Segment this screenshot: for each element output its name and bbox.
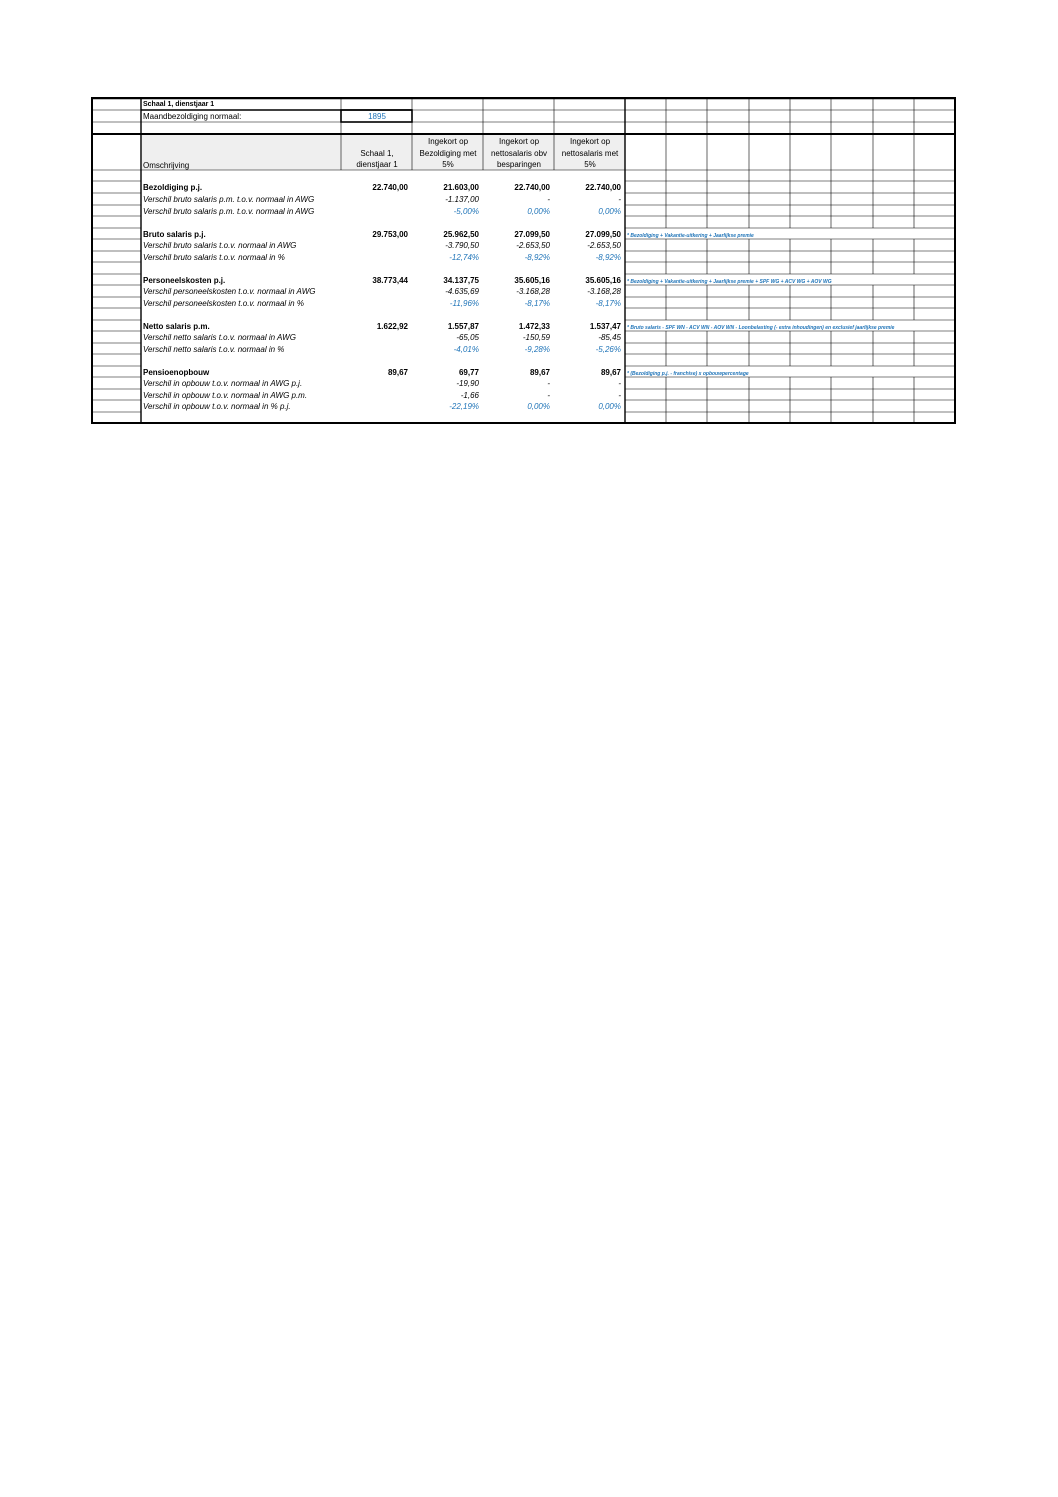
spreadsheet bbox=[91, 97, 956, 424]
header-col3-line1: Ingekort op bbox=[498, 137, 540, 146]
row-value: 1.557,87 bbox=[447, 322, 479, 331]
row-value: 27.099,50 bbox=[514, 230, 550, 239]
row-value: -5,00% bbox=[453, 207, 479, 216]
row-value: -9,28% bbox=[524, 345, 550, 354]
row-label: Verschil netto salaris t.o.v. normaal in AWG bbox=[143, 333, 296, 342]
row-value: 0,00% bbox=[527, 402, 550, 411]
formula-note: * (Bezoldiging p.j. - franchise) x opbouwpercentage bbox=[627, 371, 749, 377]
header-col3-line3: besparingen bbox=[496, 160, 542, 169]
row-value: 35.605,16 bbox=[514, 276, 550, 285]
header-col4-line1: Ingekort op bbox=[569, 137, 611, 146]
row-value: -65,05 bbox=[456, 333, 479, 342]
row-value: -3.168,28 bbox=[516, 287, 550, 296]
row-value: -1,66 bbox=[460, 391, 479, 400]
row-label: Verschil in opbouw t.o.v. normaal in AWG p.m. bbox=[143, 391, 308, 400]
row-value: -4,01% bbox=[453, 345, 479, 354]
row-value: 1.622,92 bbox=[376, 322, 408, 331]
row-value: - bbox=[618, 391, 621, 400]
row-value: -150,59 bbox=[522, 333, 550, 342]
row-label: Bezoldiging p.j. bbox=[143, 183, 203, 192]
row-value: - bbox=[618, 195, 621, 204]
row-value: -1.137,00 bbox=[445, 195, 479, 204]
header-col2-line2: Bezoldiging met bbox=[419, 149, 477, 158]
formula-note: * Bezoldiging + Vakantie-uitkering + Jaarlijkse premie + SPF WG + ACV WG + AOV WG bbox=[627, 279, 832, 285]
row-label: Netto salaris p.m. bbox=[143, 322, 210, 331]
row-label: Verschil bruto salaris p.m. t.o.v. normaal in AWG bbox=[143, 207, 315, 216]
row-value: -12,74% bbox=[449, 253, 479, 262]
row-value: -22,19% bbox=[449, 402, 479, 411]
row-value: 29.753,00 bbox=[372, 230, 408, 239]
row-value: 1.472,33 bbox=[518, 322, 550, 331]
row-value: 1.537,47 bbox=[589, 322, 621, 331]
row-label: Personeelskosten p.j. bbox=[143, 276, 226, 285]
row-value: -4.635,69 bbox=[445, 287, 479, 296]
row-value: -3.168,28 bbox=[587, 287, 621, 296]
row-value: 34.137,75 bbox=[443, 276, 479, 285]
maandbezoldiging-label: Maandbezoldiging normaal: bbox=[143, 112, 242, 121]
header-col1-line2: dienstjaar 1 bbox=[356, 160, 398, 169]
row-value: 27.099,50 bbox=[585, 230, 621, 239]
header-omschrijving: Omschrijving bbox=[143, 161, 190, 170]
header-col4-line3: 5% bbox=[584, 160, 596, 169]
row-value: -8,92% bbox=[524, 253, 550, 262]
row-value: 38.773,44 bbox=[372, 276, 408, 285]
row-value: -2.653,50 bbox=[516, 241, 550, 250]
row-label: Verschil in opbouw t.o.v. normaal in AWG p.j. bbox=[143, 379, 303, 388]
row-label: Verschil bruto salaris p.m. t.o.v. normaal in AWG bbox=[143, 195, 315, 204]
row-value: 89,67 bbox=[600, 368, 621, 377]
row-label: Verschil bruto salaris t.o.v. normaal in % bbox=[143, 253, 285, 262]
header-col1-line1: Schaal 1, bbox=[360, 149, 394, 158]
header-col4-line2: nettosalaris met bbox=[561, 149, 619, 158]
row-label: Verschil personeelskosten t.o.v. normaal in % bbox=[143, 299, 304, 308]
row-value: -11,96% bbox=[449, 299, 479, 308]
row-label: Verschil personeelskosten t.o.v. normaal in AWG bbox=[143, 287, 316, 296]
row-value: 22.740,00 bbox=[372, 183, 408, 192]
row-value: - bbox=[547, 195, 550, 204]
row-value: 89,67 bbox=[387, 368, 408, 377]
formula-note: * Bruto salaris - SPF WN - ACV WN - AOV WN - Loonbelasting (- extra inhoudingen) en exclusief jaarlijkse premie bbox=[627, 325, 895, 331]
row-value: 0,00% bbox=[598, 402, 621, 411]
row-value: 89,67 bbox=[529, 368, 550, 377]
row-value: - bbox=[618, 379, 621, 388]
row-value: 22.740,00 bbox=[514, 183, 550, 192]
row-value: 21.603,00 bbox=[443, 183, 479, 192]
row-value: 22.740,00 bbox=[585, 183, 621, 192]
header-col3-line2: nettosalaris obv bbox=[490, 149, 548, 158]
row-value: - bbox=[547, 391, 550, 400]
row-value: -5,26% bbox=[595, 345, 621, 354]
row-value: -8,92% bbox=[595, 253, 621, 262]
maandbezoldiging-value[interactable]: 1895 bbox=[368, 112, 386, 121]
formula-note: * Bezoldiging + Vakantie-uitkering + Jaarlijkse premie bbox=[627, 233, 754, 239]
row-value: -2.653,50 bbox=[587, 241, 621, 250]
header-col2-line1: Ingekort op bbox=[427, 137, 469, 146]
row-value: - bbox=[547, 379, 550, 388]
row-value: 69,77 bbox=[458, 368, 479, 377]
row-value: 0,00% bbox=[598, 207, 621, 216]
row-label: Pensioenopbouw bbox=[143, 368, 210, 377]
row-value: -8,17% bbox=[595, 299, 621, 308]
header-col2-line3: 5% bbox=[442, 160, 454, 169]
row-value: -85,45 bbox=[598, 333, 621, 342]
row-value: -8,17% bbox=[524, 299, 550, 308]
row-label: Verschil bruto salaris t.o.v. normaal in AWG bbox=[143, 241, 297, 250]
row-label: Bruto salaris p.j. bbox=[143, 230, 206, 239]
row-value: -3.790,50 bbox=[445, 241, 479, 250]
row-value: 0,00% bbox=[527, 207, 550, 216]
row-label: Verschil in opbouw t.o.v. normaal in % p.j. bbox=[143, 402, 291, 411]
row-label: Verschil netto salaris t.o.v. normaal in % bbox=[143, 345, 285, 354]
row-value: 25.962,50 bbox=[443, 230, 479, 239]
row-value: 35.605,16 bbox=[585, 276, 621, 285]
sheet-title: Schaal 1, dienstjaar 1 bbox=[143, 101, 215, 108]
row-value: -19,90 bbox=[456, 379, 479, 388]
